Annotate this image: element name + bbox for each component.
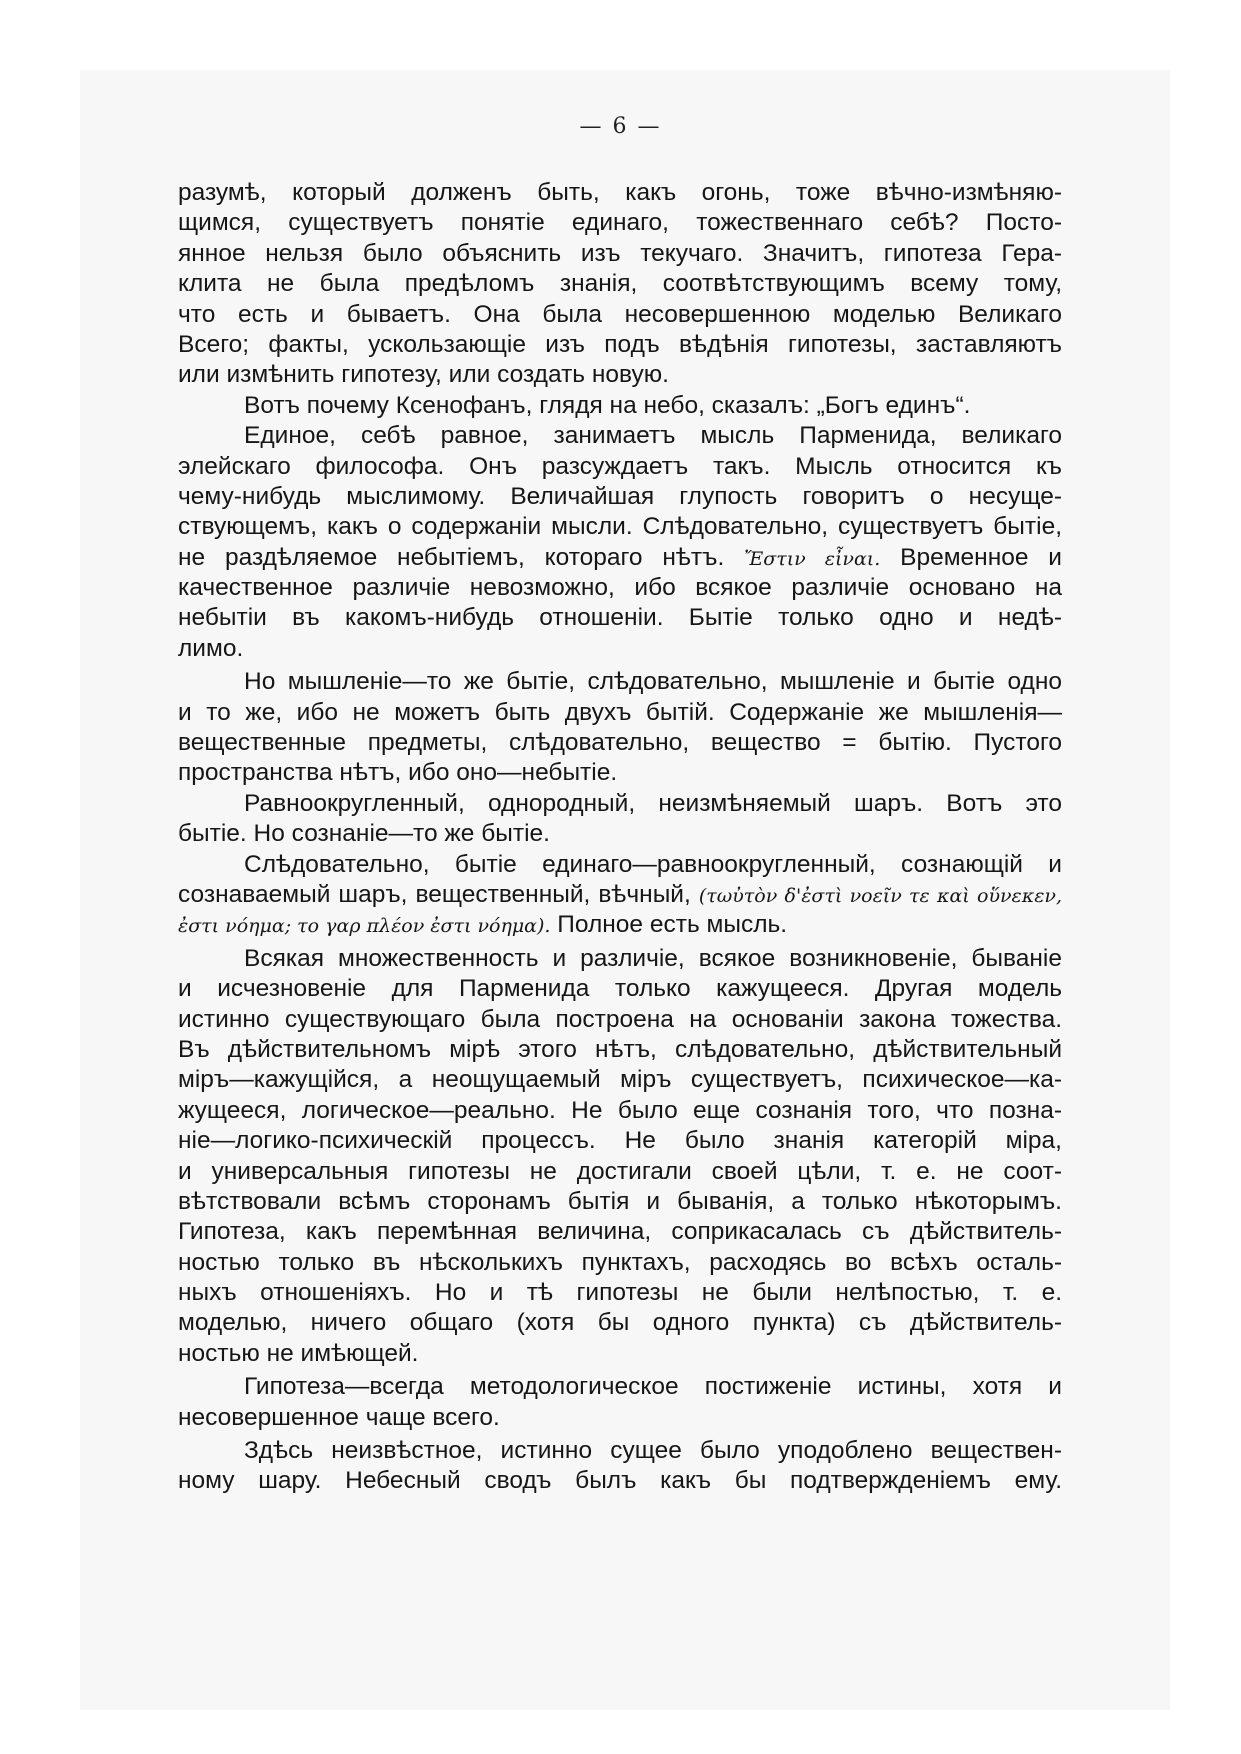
text-line-with-greek	[178, 880, 1062, 910]
text-line: и исчезновеніе для Парменида только кажущееся. Другая модель	[178, 975, 1062, 1003]
text-line: ныхъ отношеніяхъ. Но и тѣ гипотезы не были нелѣпостью, т. е.	[178, 1279, 1062, 1307]
text-line-with-greek	[178, 543, 1062, 573]
text-line: Въ дѣйствительномъ мірѣ этого нѣтъ, слѣдовательно, дѣйствительный	[178, 1035, 1062, 1063]
text-line: Слѣдовательно, бытіе единаго—равноокругленный, сознающій и	[244, 850, 1062, 878]
text-line: и универсальныя гипотезы не достигали своей цѣли, т. е. не соот-	[178, 1157, 1062, 1185]
text-fragment: сознаваемый шаръ, вещественный, вѣчный,	[178, 880, 691, 908]
text-line: элейскаго философа. Онъ разсуждаетъ такъ. Мысль относится къ	[178, 452, 1062, 480]
text-line: Гипотеза, какъ перемѣнная величина, соприкасалась съ дѣйствитель-	[178, 1218, 1062, 1246]
text-line: Вотъ почему Ксенофанъ, глядя на небо, сказалъ: „Богъ единъ“.	[244, 391, 971, 419]
text-line: ствующемъ, какъ о содержаніи мысли. Слѣдовательно, существуетъ бытіе,	[178, 513, 1062, 541]
text-line: міръ—кажущійся, а неощущаемый міръ существуетъ, психическое—ка-	[178, 1066, 1062, 1094]
text-line: вещественные предметы, слѣдовательно, вещество = бытію. Пустого	[178, 729, 1062, 757]
text-line: щимся, существуетъ понятіе единаго, тожественнаго себѣ? Посто-	[178, 209, 1062, 237]
text-line: небытіи въ какомъ-нибудь отношеніи. Бытіе только одно и недѣ-	[178, 604, 1062, 632]
text-line: несовершенное чаще всего.	[178, 1403, 500, 1431]
text-line: или измѣнить гипотезу, или создать новую.	[178, 361, 669, 389]
text-line: вѣтствовали всѣмъ сторонамъ бытія и быванія, а только нѣкоторымъ.	[178, 1187, 1062, 1215]
body-text	[178, 178, 1062, 1497]
greek-quote: ἐστι νόημα; το γαρ πλέον ἐστι νόημα).	[178, 915, 551, 938]
text-line: Равноокругленный, однородный, неизмѣняемый шаръ. Вотъ это	[244, 789, 1062, 817]
text-line: Гипотеза—всегда методологическое постиженіе истины, хотя и	[244, 1373, 1062, 1401]
text-line: что есть и бываетъ. Она была несовершенною моделью Великаго	[178, 300, 1062, 328]
text-line: лимо.	[178, 634, 244, 662]
text-line: пространства нѣтъ, ибо оно—небытіе.	[178, 759, 618, 787]
text-line: клита не была предѣломъ знанія, соотвѣтствующимъ всему тому,	[178, 270, 1062, 298]
text-line: качественное различіе невозможно, ибо всякое различіе основано на	[178, 574, 1062, 602]
text-fragment: Временное и	[900, 543, 1062, 571]
text-line: разумѣ, который долженъ быть, какъ огонь, тоже вѣчно-измѣняю-	[178, 179, 1062, 206]
page-number: — 6 —	[579, 114, 662, 139]
text-line: истинно существующаго была построена на основаніи закона тожества.	[178, 1005, 1062, 1033]
text-line: Всего; факты, ускользающіе изъ подъ вѣдѣнія гипотезы, заставляютъ	[178, 330, 1062, 358]
text-line: Здѣсь неизвѣстное, истинно сущее было уподоблено веществен-	[244, 1437, 1062, 1465]
text-fragment: Полное есть мысль.	[557, 911, 788, 939]
text-line: и то же, ибо не можетъ быть двухъ бытій. Содержаніе же мышленія—	[178, 698, 1062, 726]
text-line: чему-нибудь мыслимому. Величайшая глупость говоритъ о несуще-	[178, 482, 1062, 510]
text-line: ностью только въ нѣсколькихъ пунктахъ, расходясь во всѣхъ осталь-	[178, 1248, 1062, 1276]
greek-quote: (τωὐτὸν δ'ἐστὶ νοεῖν τε καὶ οὕνεκεν,	[698, 884, 1062, 907]
text-fragment: не раздѣляемое небытіемъ, котораго нѣтъ.	[178, 543, 725, 571]
text-line: моделью, ничего общаго (хотя бы одного пункта) съ дѣйствитель-	[178, 1309, 1062, 1337]
text-line: жущееся, логическое—реально. Не было еще сознанія того, что позна-	[178, 1096, 1062, 1124]
text-line: ному шару. Небесный сводъ былъ какъ бы подтвержденіемъ ему.	[178, 1467, 1062, 1495]
text-line: Всякая множественность и различіе, всякое возникновеніе, бываніе	[244, 944, 1062, 972]
text-line-with-greek	[178, 910, 1062, 940]
text-line: ніе—логико-психическій процессъ. Не было знанія категорій міра,	[178, 1127, 1062, 1155]
text-line: янное нельзя было объяснить изъ текучаго. Значитъ, гипотеза Гера-	[178, 239, 1062, 267]
text-line: ностью не имѣющей.	[178, 1339, 419, 1367]
text-line: бытіе. Но сознаніе—то же бытіе.	[178, 820, 550, 848]
greek-quote: Ἔστιν εἶναι.	[744, 547, 881, 570]
text-line: Но мышленіе—то же бытіе, слѣдовательно, мышленіе и бытіе одно	[244, 668, 1062, 696]
text-line: Единое, себѣ равное, занимаетъ мысль Парменида, великаго	[244, 422, 1062, 450]
